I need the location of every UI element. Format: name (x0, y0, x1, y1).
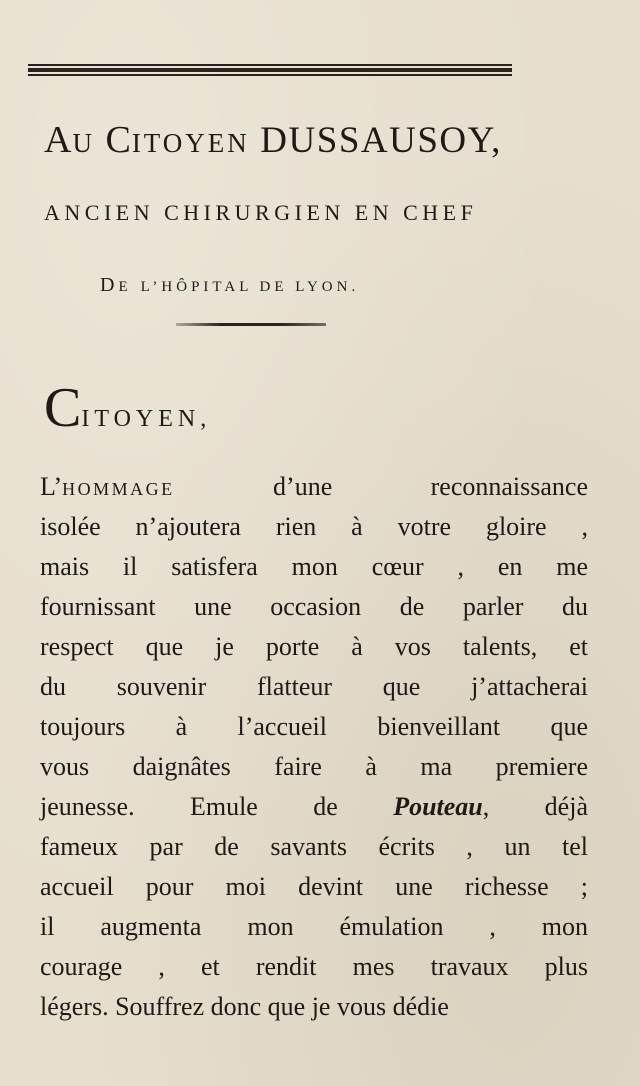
body-line-3: mais il satisfera mon cœur , en me (40, 552, 588, 581)
body-line-4: fournissant une occasion de parler du (40, 592, 588, 621)
body-line-1-text: d’une reconnaissance (174, 472, 588, 501)
body-line-12: il augmenta mon émulation , mon (40, 912, 588, 941)
body-line-5: respect que je porte à vos talents, et (40, 632, 588, 661)
lead-initial: L’ (40, 472, 63, 501)
body-line-6: du souvenir flatteur que j’attacherai (40, 672, 588, 701)
body-line-9 (40, 787, 588, 827)
body-line-9-end: , déjà (482, 792, 588, 821)
body-line-7: toujours à l’accueil bienveillant que (40, 712, 588, 741)
rule-thick (28, 68, 512, 72)
au-initial: A (44, 119, 73, 161)
dedicatee-name: DUSSAUSOY, (260, 120, 502, 161)
citoyen-initial: C (105, 119, 132, 161)
salutation-rest: ITOYEN, (81, 406, 212, 432)
dedication-line-1 (44, 118, 544, 162)
hospital-text: L’HÔPITAL DE LYON. (140, 279, 360, 295)
salutation-initial: C (44, 377, 82, 439)
dedication-line-3 (100, 274, 500, 297)
body-line-8: vous daignâtes faire à ma premiere (40, 752, 588, 781)
salutation (44, 376, 211, 440)
letter-body (40, 467, 588, 1027)
body-line-10: fameux par de savants écrits , un tel (40, 832, 588, 861)
rule-thin-bottom (28, 74, 512, 76)
de-initial: D (100, 274, 119, 296)
citoyen-rest: ITOYEN (131, 128, 250, 158)
lead-small-caps: HOMMAGE (62, 479, 175, 499)
body-line-11: accueil pour moi devint une richesse ; (40, 872, 588, 901)
dedication-line-2: ANCIEN CHIRURGIEN EN CHEF (44, 200, 478, 225)
au-rest: U (72, 128, 95, 158)
pouteau-name: Pouteau (393, 792, 483, 821)
rule-thin-top (28, 64, 512, 66)
body-line-13: courage , et rendit mes travaux plus (40, 952, 588, 981)
body-line-1 (40, 467, 588, 507)
top-ornamental-rule (28, 64, 512, 76)
body-line-14: légers. Souffrez donc que je vous dédie (40, 992, 449, 1021)
body-line-2: isolée n’ajoutera rien à votre gloire , (40, 512, 588, 541)
body-line-9-text: jeunesse. Emule de (40, 792, 394, 821)
divider-rule (176, 323, 326, 326)
de-rest: E (118, 279, 132, 295)
